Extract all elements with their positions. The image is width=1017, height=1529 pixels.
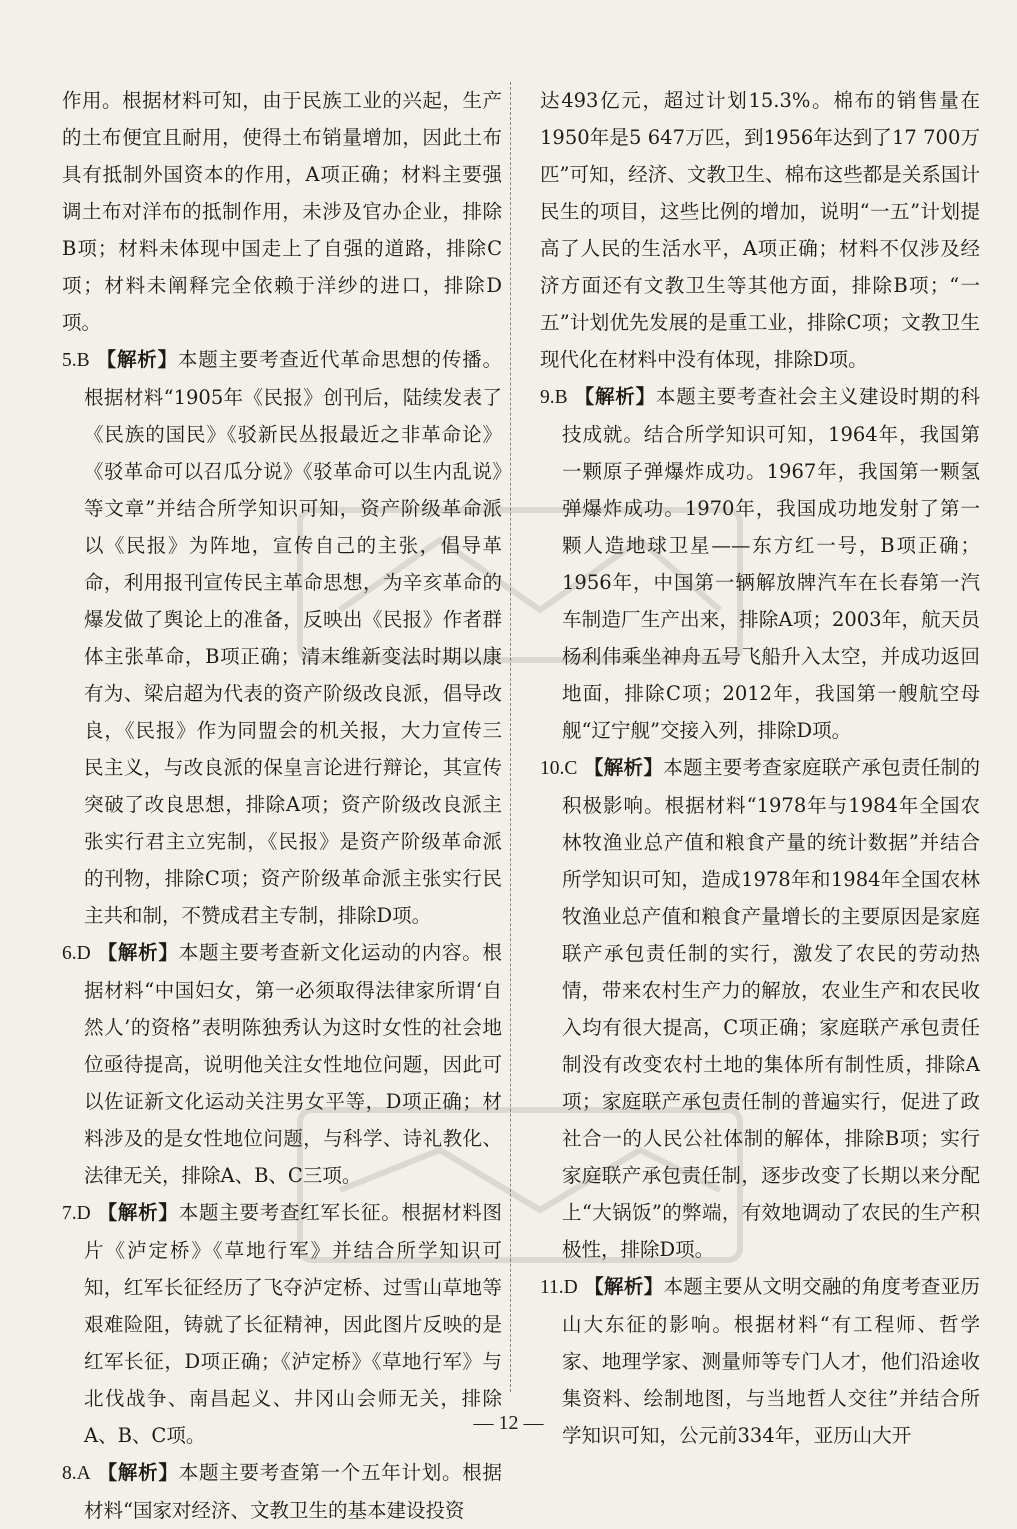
answer-number: 5.B (62, 350, 90, 371)
answer-item-10 (540, 749, 980, 1268)
right-column (540, 82, 980, 1454)
answer-text: 本题主要从文明交融的角度考查亚历山大东征的影响。根据材料“有工程师、哲学家、地理学家、测量师等专门人才，他们沿途收集资料、绘制地图，与当地哲人交往”并结合所学知识可知，公元前334年，亚历山大开 (562, 1275, 980, 1447)
analysis-tag: 【解析】 (97, 941, 179, 964)
answer-item-8 (62, 1454, 502, 1529)
analysis-tag: 【解析】 (574, 385, 656, 408)
answer-text: 本题主要考查社会主义建设时期的科技成就。结合所学知识可知，1964年，我国第一颗原子弹爆炸成功。1967年，我国第一颗氢弹爆炸成功。1970年，我国成功地发射了第一颗人造地球卫星——东方红一号，B项正确；1956年，中国第一辆解放牌汽车在长春第一汽车制造厂生产出来，排除A项；2003年，航天员杨利伟乘坐神舟五号飞船升入太空，并成功返回地面，排除C项；2012年，我国第一艘航空母舰“辽宁舰”交接入列，排除D项。 (562, 385, 980, 742)
answer-item-9 (540, 378, 980, 749)
right-continuation-paragraph: 达493亿元，超过计划15.3%。棉布的销售量在1950年是5 647万匹，到1956年达到了17 700万匹”可知，经济、文教卫生、棉布这些都是关系国计民生的项目，这些比例的增加，说明“一五”计划提高了人民的生活水平，A项正确；材料不仅涉及经济方面还有文教卫生等其他方面，排除B项；“一五”计划优先发展的是重工业，排除C项；文教卫生现代化在材料中没有体现，排除D项。 (540, 89, 980, 371)
answer-text: 本题主要考查新文化运动的内容。根据材料“中国妇女，第一必须取得法律家所谓‘自然人’的资格”表明陈独秀认为这时女性的社会地位亟待提高，说明他关注女性地位问题，因此可以佐证新文化运动关注男女平等，D项正确；材料涉及的是女性地位问题，与科学、诗礼教化、法律无关，排除A、B、C三项。 (84, 941, 502, 1187)
page-number: — 12 — (473, 1412, 544, 1434)
answer-item-6 (62, 934, 502, 1194)
answer-text: 本题主要考查近代革命思想的传播。根据材料“1905年《民报》创刊后，陆续发表了《民族的国民》《驳新民丛报最近之非革命论》《驳革命可以召瓜分说》《驳革命可以生内乱说》等文章”并结合所学知识可知，资产阶级革命派以《民报》为阵地，宣传自己的主张，倡导革命，利用报刊宣传民主革命思想，为辛亥革命的爆发做了舆论上的准备，反映出《民报》作者群体主张革命，B项正确；清末维新变法时期以康有为、梁启超为代表的资产阶级改良派，倡导改良，《民报》作为同盟会的机关报，大力宣传三民主义，与改良派的保皇言论进行辩论，其宣传突破了改良思想，排除A项；资产阶级改良派主张实行君主立宪制，《民报》是资产阶级革命派的刊物，排除C项；资产阶级革命派主张实行民主共和制，不赞成君主专制，排除D项。 (84, 348, 502, 927)
left-continuation-paragraph: 作用。根据材料可知，由于民族工业的兴起，生产的土布便宜且耐用，使得土布销量增加，因此土布具有抵制外国资本的作用，A项正确；材料主要强调土布对洋布的抵制作用，未涉及官办企业，排除B项；材料未体现中国走上了自强的道路，排除C项；材料未阐释完全依赖于洋纱的进口，排除D项。 (62, 89, 502, 334)
answer-number: 6.D (62, 943, 91, 964)
answer-number: 11.D (540, 1277, 578, 1298)
column-divider (510, 82, 511, 1392)
answer-text: 本题主要考查家庭联产承包责任制的积极影响。根据材料“1978年与1984年全国农林牧渔业总产值和粮食产量的统计数据”并结合所学知识可知，造成1978年和1984年全国农林牧渔业总产值和粮食产量增长的主要原因是家庭联产承包责任制的实行，激发了农民的劳动热情，带来农村生产力的解放，农业生产和农民收入均有很大提高，C项正确；家庭联产承包责任制没有改变农村土地的集体所有制性质，排除A项；家庭联产承包责任制的普遍实行，促进了政社合一的人民公社体制的解体，排除B项；实行家庭联产承包责任制，逐步改变了长期以来分配上“大锅饭”的弊端，有效地调动了农民的生产积极性，排除D项。 (562, 756, 980, 1261)
analysis-tag: 【解析】 (97, 1201, 179, 1224)
answer-number: 8.A (62, 1463, 91, 1484)
answer-number: 9.B (540, 387, 568, 408)
analysis-tag: 【解析】 (96, 348, 178, 371)
answer-number: 7.D (62, 1203, 91, 1224)
answer-item-5 (62, 341, 502, 934)
answer-text: 本题主要考查第一个五年计划。根据材料“国家对经济、文教卫生的基本建设投资 (84, 1461, 502, 1522)
analysis-tag: 【解析】 (584, 1275, 664, 1298)
answer-text: 本题主要考查红军长征。根据材料图片《泸定桥》《草地行军》并结合所学知识可知，红军长征经历了飞夺泸定桥、过雪山草地等艰难险阻，铸就了长征精神，因此图片反映的是红军长征，D项正确；《泸定桥》《草地行军》与北伐战争、南昌起义、井冈山会师无关，排除A、B、C项。 (84, 1201, 502, 1447)
analysis-tag: 【解析】 (583, 756, 664, 779)
analysis-tag: 【解析】 (97, 1461, 179, 1484)
left-column (62, 82, 502, 1529)
answer-number: 10.C (540, 758, 578, 779)
